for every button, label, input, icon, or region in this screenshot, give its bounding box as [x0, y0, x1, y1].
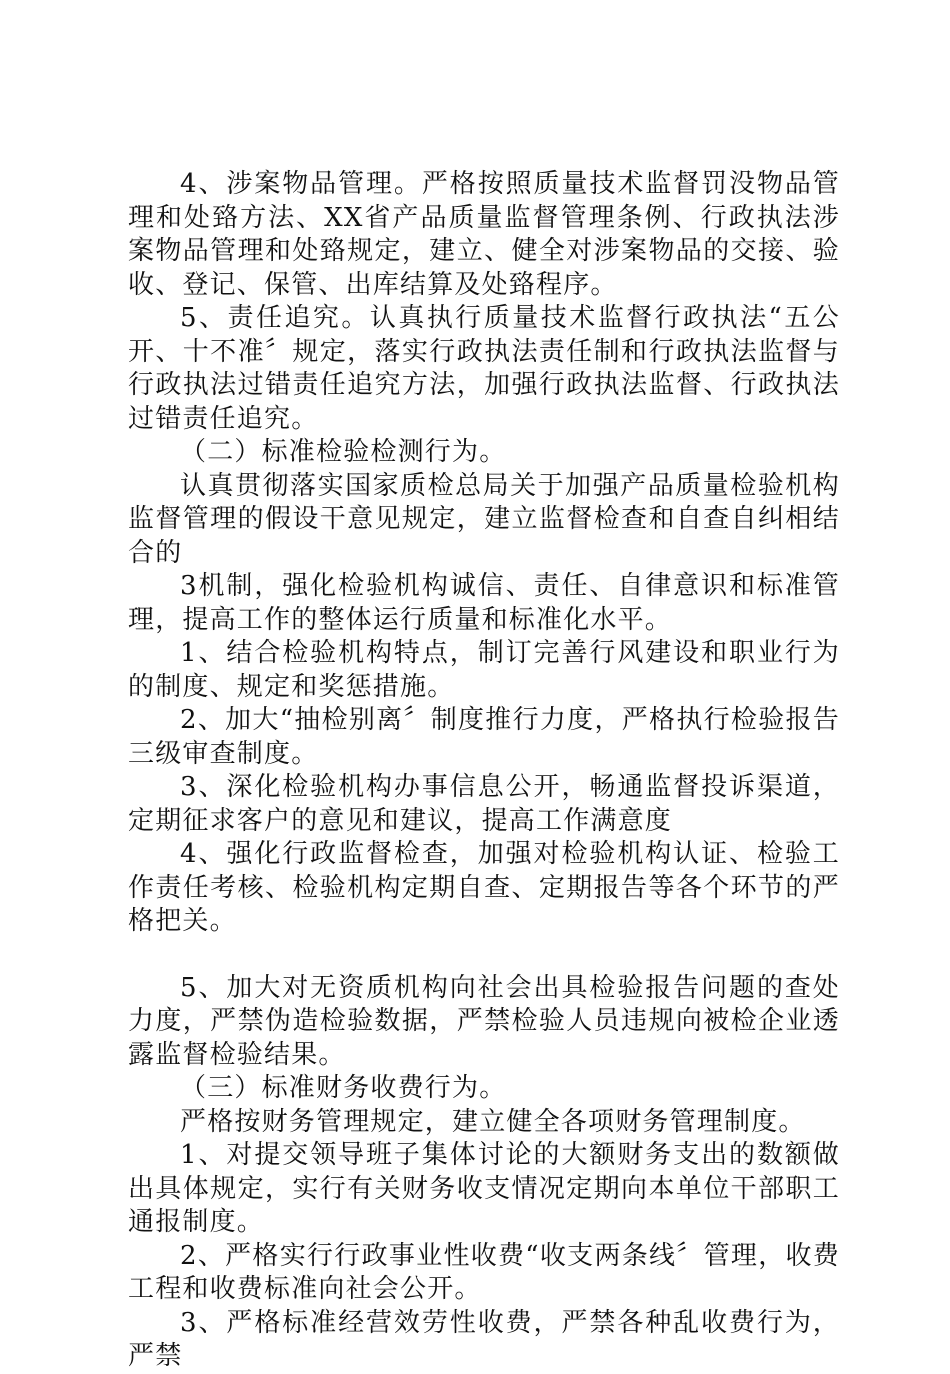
- paragraph-accountability: 5、责任追究。认真执行质量技术监督行政执法“五公开、十不准〞规定，落实行政执法责任制和行政执法监督与行政执法过错责任追究方法，加强行政执法监督、行政执法过错责任追究。: [128, 303, 840, 434]
- section-heading-inspection: （二）标准检验检测行为。: [180, 437, 507, 467]
- paragraph-evidence-management: 4、涉案物品管理。严格按照质量技术监督罚没物品管理和处臵方法、XX省产品质量监督管理条例、行政执法涉案物品管理和处臵规定，建立、健全对涉案物品的交接、验收、登记、保管、出库结算及处臵程序。: [128, 169, 840, 300]
- paragraph-inspection-mechanism: 3机制，强化检验机构诚信、责任、自律意识和标准管理，提高工作的整体运行质量和标准化水平。: [128, 571, 840, 635]
- paragraph-finance-intro: 严格按财务管理规定，建立健全各项财务管理制度。: [180, 1106, 806, 1137]
- section-heading-finance: （三）标准财务收费行为。: [180, 1073, 507, 1103]
- paragraph-inspection-item-5: 5、加大对无资质机构向社会出具检验报告问题的查处力度，严禁伪造检验数据，严禁检验人员违规向被检企业透露监督检验结果。: [128, 972, 840, 1070]
- paragraph-inspection-item-4: 4、强化行政监督检查，加强对检验机构认证、检验工作责任考核、检验机构定期自查、定期报告等各个环节的严格把关。: [128, 839, 840, 936]
- paragraph-inspection-intro: 认真贯彻落实国家质检总局关于加强产品质量检验机构监督管理的假设干意见规定，建立监督检查和自查自纠相结合的: [128, 470, 840, 568]
- paragraph-finance-item-1: 1、对提交领导班子集体讨论的大额财务支出的数额做出具体规定，实行有关财务收支情况定期向本单位干部职工通报制度。: [128, 1140, 840, 1237]
- paragraph-inspection-item-2: 2、加大“抽检别离〞制度推行力度，严格执行检验报告三级审查制度。: [128, 705, 840, 769]
- paragraph-finance-item-2: 2、严格实行行政事业性收费“收支两条线〞管理，收费工程和收费标准向社会公开。: [128, 1240, 840, 1304]
- paragraph-inspection-item-3: 3、深化检验机构办事信息公开，畅通监督投诉渠道，定期征求客户的意见和建议，提高工作满意度: [128, 772, 840, 836]
- paragraph-finance-item-3: 3、严格标准经营效劳性收费，严禁各种乱收费行为，严禁: [128, 1307, 840, 1371]
- blank-line: [128, 939, 840, 972]
- document-body: [128, 168, 840, 1374]
- paragraph-inspection-item-1: 1、结合检验机构特点，制订完善行风建设和职业行为的制度、规定和奖惩措施。: [128, 638, 840, 702]
